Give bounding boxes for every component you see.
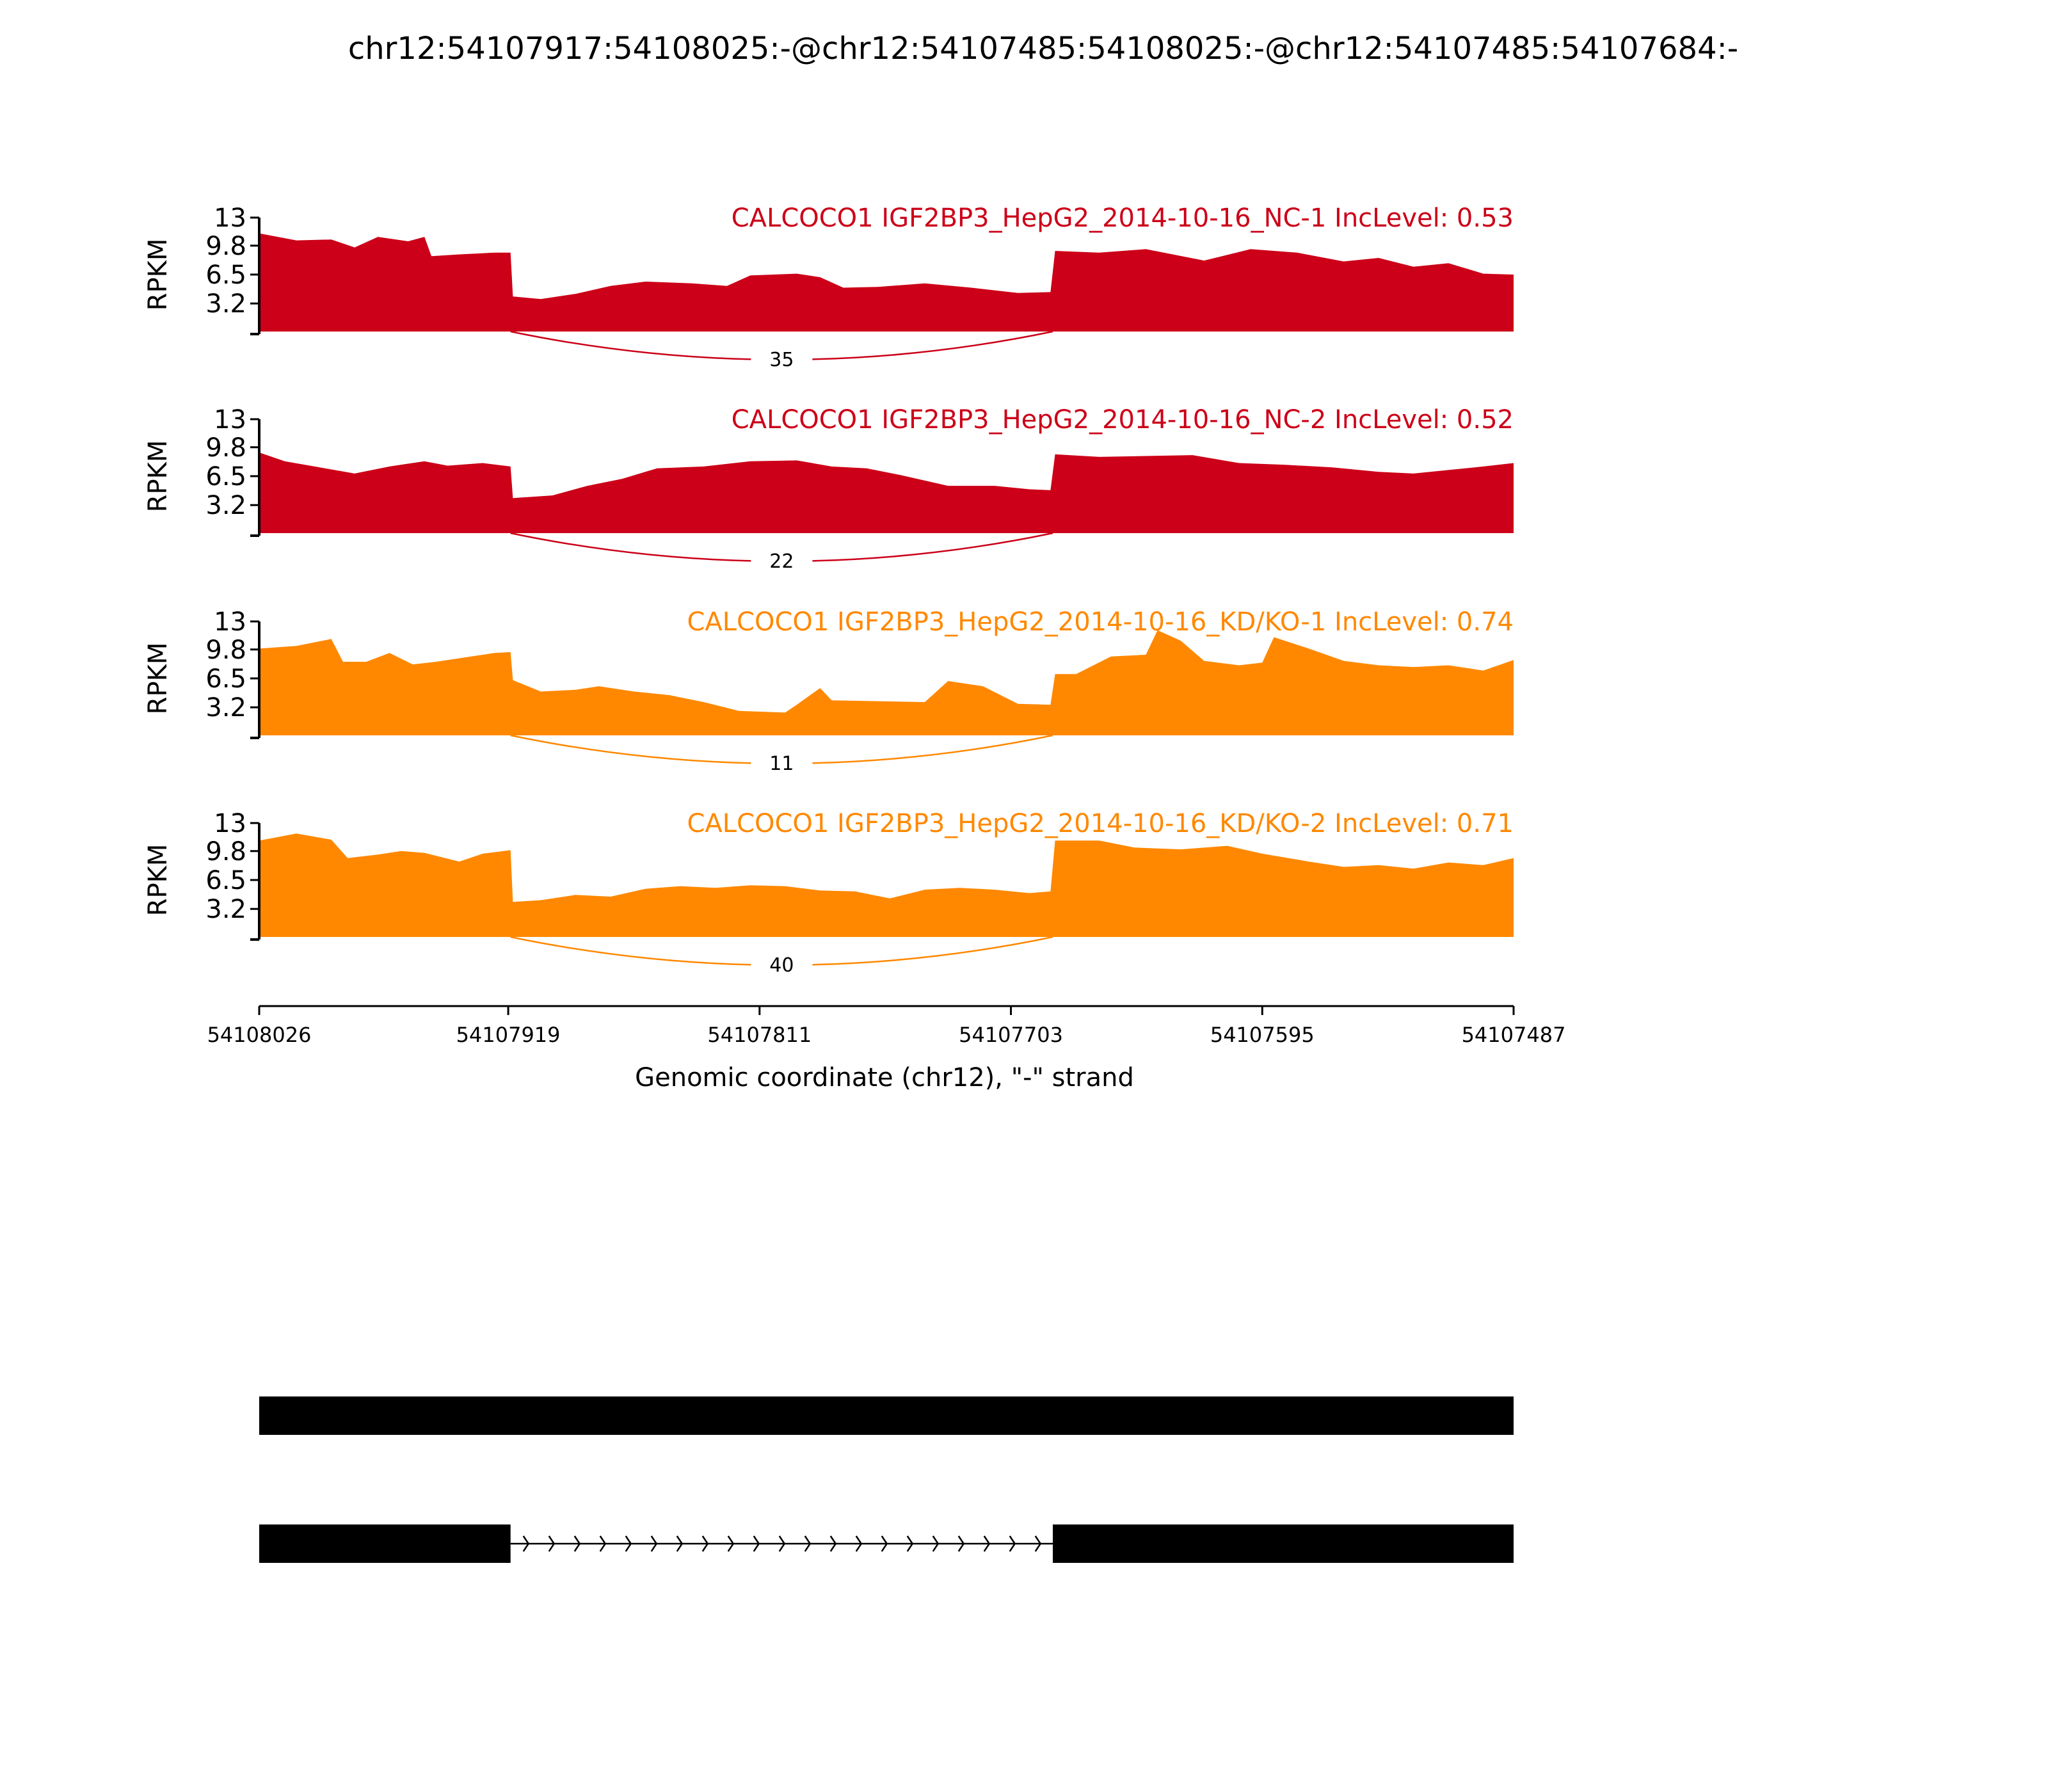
track-title: CALCOCO1 IGF2BP3_HepG2_2014-10-16_NC-2 IncLevel: 0.52 [731, 405, 1514, 435]
y-tick-label: 9.8 [205, 635, 246, 665]
y-tick-label: 9.8 [205, 433, 246, 463]
coverage-track-3 [143, 607, 1514, 775]
x-tick-label: 54107703 [959, 1023, 1063, 1047]
y-tick-label: 9.8 [205, 836, 246, 867]
y-axis-label: RPKM [143, 844, 173, 916]
coverage-area [259, 234, 1514, 332]
y-tick-label: 6.5 [205, 260, 246, 290]
coverage-track-2 [143, 405, 1514, 573]
y-tick-label: 13 [214, 405, 246, 435]
coverage-area [259, 833, 1514, 937]
x-tick-label: 54107487 [1461, 1023, 1566, 1047]
junction-count-label: 40 [769, 954, 794, 977]
x-axis [207, 1006, 1566, 1047]
x-tick-label: 54107919 [456, 1023, 561, 1047]
y-tick-label: 13 [214, 204, 246, 233]
track-title: CALCOCO1 IGF2BP3_HepG2_2014-10-16_KD/KO-2 IncLevel: 0.71 [687, 809, 1514, 838]
y-axis-label: RPKM [143, 440, 173, 513]
exon-block [259, 1396, 1514, 1435]
y-axis-label: RPKM [143, 238, 173, 311]
x-tick-label: 54107811 [707, 1023, 812, 1047]
y-tick-label: 6.5 [205, 866, 246, 895]
isoform-2 [259, 1524, 1514, 1563]
x-tick-label: 54107595 [1210, 1023, 1315, 1047]
plot-title: chr12:54107917:54108025:-@chr12:54107485:54108025:-@chr12:54107485:54107684:- [348, 31, 1739, 67]
x-tick-label: 54108026 [207, 1023, 312, 1047]
coverage-area [259, 630, 1514, 735]
y-tick-label: 3.2 [205, 895, 246, 925]
isoform-1 [259, 1396, 1514, 1435]
y-axis-label: RPKM [143, 642, 173, 715]
y-tick-label: 9.8 [205, 231, 246, 261]
coverage-track-1 [143, 204, 1514, 371]
junction-count-label: 22 [769, 550, 794, 573]
x-axis-label: Genomic coordinate (chr12), "-" strand [635, 1063, 1134, 1092]
y-tick-label: 6.5 [205, 664, 246, 694]
y-tick-label: 13 [214, 809, 246, 838]
gene-model [259, 1396, 1514, 1563]
y-tick-label: 3.2 [205, 289, 246, 319]
exon-block [259, 1524, 511, 1563]
junction-count-label: 35 [769, 349, 794, 371]
coverage-track-4 [143, 809, 1514, 977]
y-tick-label: 13 [214, 607, 246, 637]
y-tick-label: 3.2 [205, 693, 246, 723]
exon-block [1053, 1524, 1514, 1563]
coverage-tracks [143, 204, 1514, 977]
coverage-area [259, 452, 1514, 533]
y-tick-label: 3.2 [205, 491, 246, 521]
y-tick-label: 6.5 [205, 462, 246, 492]
track-title: CALCOCO1 IGF2BP3_HepG2_2014-10-16_NC-1 IncLevel: 0.53 [731, 204, 1514, 233]
junction-count-label: 11 [769, 753, 794, 775]
track-title: CALCOCO1 IGF2BP3_HepG2_2014-10-16_KD/KO-1 IncLevel: 0.74 [687, 607, 1514, 637]
